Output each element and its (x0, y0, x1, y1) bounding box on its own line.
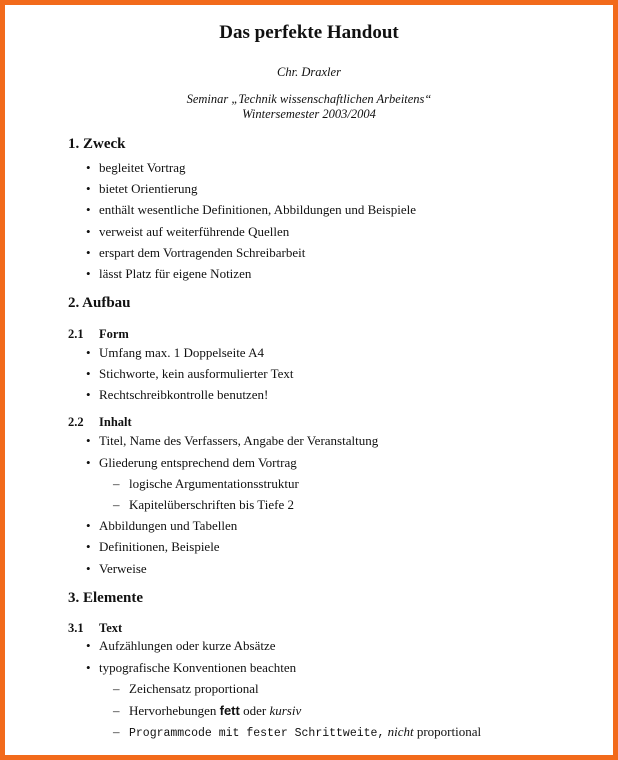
list-item (86, 202, 416, 218)
list-item (86, 638, 276, 654)
sub-list-item-text: logische Argumentationsstruktur (129, 476, 299, 491)
list-item-text: Verweise (99, 561, 147, 576)
bold-example: fett (219, 703, 240, 718)
section-heading-aufbau: 2. Aufbau (68, 295, 131, 311)
semester: Wintersemester 2003/2004 (242, 107, 376, 121)
list-item-text: lässt Platz für eigene Notizen (99, 266, 252, 281)
list-item (86, 366, 294, 382)
bullet: • (86, 224, 91, 239)
list-item (86, 387, 268, 403)
seminar-info (0, 92, 618, 122)
list-item (86, 539, 220, 555)
sub-list-item-text: Zeichensatz proportional (129, 681, 259, 696)
list-item (86, 181, 198, 197)
dash: – (113, 681, 120, 696)
list-item-text: Stichworte, kein ausformulierter Text (99, 366, 294, 381)
document-title: Das perfekte Handout (219, 22, 399, 43)
bullet: • (86, 433, 91, 448)
bullet: • (86, 638, 91, 653)
dash: – (113, 703, 120, 718)
dash: – (113, 476, 120, 491)
list-item-text: erspart dem Vortragenden Schreibarbeit (99, 245, 306, 260)
sub-list-item (113, 476, 299, 492)
bullet: • (86, 366, 91, 381)
sub-list-item-text: proportional (413, 724, 482, 739)
sub-list-item (113, 703, 301, 719)
list-item-text: Abbildungen und Tabellen (99, 518, 238, 533)
list-item-text: Gliederung entsprechend dem Vortrag (99, 455, 297, 470)
list-item-text: Umfang max. 1 Doppelseite A4 (99, 345, 264, 360)
subsection-number: 2.2 (68, 415, 84, 429)
bullet: • (86, 266, 91, 281)
subsection-number: 2.1 (68, 327, 84, 341)
list-item-text: typografische Konventionen beachten (99, 660, 297, 675)
list-item (86, 561, 147, 577)
bullet: • (86, 345, 91, 360)
bullet: • (86, 181, 91, 196)
list-item (86, 266, 251, 282)
list-item-text: Titel, Name des Verfassers, Angabe der Veranstaltung (99, 433, 379, 448)
dash: – (113, 724, 120, 739)
section-heading-zweck: 1. Zweck (68, 136, 126, 152)
bullet: • (86, 660, 91, 675)
list-item (86, 224, 289, 240)
list-item-text: bietet Orientierung (99, 181, 198, 196)
subsection-label: Form (99, 327, 129, 341)
list-item-text: verweist auf weiterführende Quellen (99, 224, 290, 239)
list-item (86, 160, 186, 176)
dash: – (113, 497, 120, 512)
list-item-text: Aufzählungen oder kurze Absätze (99, 638, 276, 653)
sub-list-item (113, 497, 294, 513)
list-item (86, 433, 378, 449)
bullet: • (86, 561, 91, 576)
bullet: • (86, 160, 91, 175)
subsection-heading-text (68, 621, 122, 636)
section-heading-elemente: 3. Elemente (68, 590, 143, 606)
monospace-example: Programmcode mit fester Schrittweite, (129, 727, 385, 740)
bullet: • (86, 518, 91, 533)
author: Chr. Draxler (277, 65, 341, 79)
bullet: • (86, 387, 91, 402)
sub-list-item (113, 681, 259, 697)
sub-list-item-text: oder (239, 703, 270, 718)
bullet: • (86, 245, 91, 260)
sub-list-item-text: Hervorhebungen (129, 703, 220, 718)
subsection-heading-form (68, 327, 129, 342)
sub-list-item (113, 724, 481, 740)
italic-example: kursiv (269, 703, 302, 718)
bullet: • (86, 455, 91, 470)
subsection-heading-inhalt (68, 415, 132, 430)
bullet: • (86, 202, 91, 217)
subsection-label: Text (99, 621, 123, 635)
list-item-text: Rechtschreibkontrolle benutzen! (99, 387, 269, 402)
list-item-text: enthält wesentliche Definitionen, Abbildungen und Beispiele (99, 202, 416, 217)
list-item (86, 518, 237, 534)
italic-example: nicht (387, 724, 414, 739)
list-item (86, 245, 305, 261)
list-item (86, 660, 296, 676)
bullet: • (86, 539, 91, 554)
list-item-text: begleitet Vortrag (99, 160, 186, 175)
subsection-label: Inhalt (99, 415, 132, 429)
sub-list-item-text: Kapitelüberschriften bis Tiefe 2 (129, 497, 294, 512)
subsection-number: 3.1 (68, 621, 84, 635)
seminar-name: Seminar „Technik wissenschaftlichen Arbeitens“ (186, 92, 432, 106)
list-item-text: Definitionen, Beispiele (99, 539, 220, 554)
list-item (86, 455, 297, 471)
list-item (86, 345, 264, 361)
